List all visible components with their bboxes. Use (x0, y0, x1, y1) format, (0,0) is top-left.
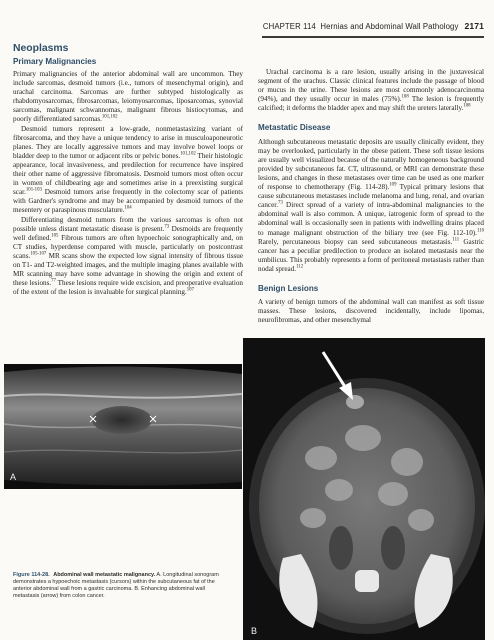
page-number: 2171 (464, 21, 484, 31)
paragraph: A variety of benign tumors of the abdominal wall can manifest as soft tissue masses. These lesions, discovered incidentally, include lipomas, neurofibromas, and other mesenchymal (258, 298, 484, 325)
ct-image (243, 338, 485, 640)
right-column (258, 68, 484, 325)
figure-title: Abdominal wall metastatic malignancy. (53, 572, 156, 578)
citation: 105 (51, 233, 59, 239)
running-header (262, 17, 484, 35)
citation: 73 (278, 200, 283, 206)
metastasis-lesion (346, 395, 364, 409)
subheading-metastatic-disease: Metastatic Disease (258, 123, 331, 133)
citation: 101-103 (25, 187, 42, 193)
left-column (13, 70, 243, 297)
citation: 108 (463, 104, 471, 109)
figure-label-b: B (251, 626, 258, 636)
citation: 101,102 (180, 151, 196, 157)
figure-label-a: A (10, 472, 17, 482)
citation: 105-107 (30, 251, 47, 257)
citation: 104 (124, 206, 132, 212)
paragraph: Differentiating desmoid tumors from the various sarcomas is often not possible unless distant metastatic disease is present.$^{73}$ Desmoids are frequently well defined.$^{105}$ Fibrous tumors are often hypoechoic sonographically and, on CT studies, hyperdense compared with muscle, particularly on postcontrast scans.$^{105-107}$ MR scans show the expected low signal intensity of fibrous tissue on T1- and T2-weighted images, and the multiple imaging planes available with MR scanning may have some advantage in showing the origin and extent of these lesions.$^{77}$ These lesions require wide excision, and preoperative evaluation of the extent of the lesion is invaluable for surgical planning.$^{107}$ (13, 215, 244, 297)
figure-caption-text: A. Longitudinal sonogram demonstrates a hypoechoic metastasis (cursors) within the subcutaneous fat of the anterior abdominal wall from a gastric carcinoma. B. Enhancing abdominal wall metastasis (arrow) from colon cancer. (13, 572, 219, 599)
citation: 108 (401, 94, 409, 100)
paragraph: Although subcutaneous metastatic deposits are usually clinically evident, they may be overlooked, particularly in the obese patient. These soft tissue lesions are usually well visualized because of the naturally homogeneous background provided by subcutaneous fat. CT, ultrasound, or MRI can demonstrate these lesions, and changes in these metastases over time can be used as one marker of response to chemotherapy (Fig. 114-28).$^{109}$ Typical primary lesions that cause subcutaneous metastases include melanoma and lung, renal, and ovarian cancer.$^{73}$ Direct spread of a variety of intra-abdominal malignancies to the abdominal wall is also common. A unique, iatrogenic form of spread to the abdominal wall is occasionally seen in patients with indwelling drains placed to manage malignant obstruction of the biliary tree (see Fig. 112-10).$^{110}$ Rarely, percutaneous biopsy can seed subcutaneous metastasis.$^{111}$ Gastric cancer has a peculiar predilection to produce an isolated metastasis near the umbilicus. This probably represents a form of peritoneal metastasis rather than nodal spread.$^{112}$ (258, 137, 485, 273)
figure-a-ultrasound (4, 364, 242, 489)
citation: 109 (389, 182, 397, 188)
chapter-number: CHAPTER 114 (262, 21, 316, 31)
figure-b-ct-scan (243, 338, 485, 640)
citation: 107 (186, 287, 194, 293)
chapter-title (263, 22, 459, 31)
ultrasound-image (4, 364, 242, 489)
paragraph: Urachal carcinoma is a rare lesion, usually arising in the juxtavesical segment of the urachus. Classic clinical features include the passage of blood or mucus in the urine. These lesions are most commonly adenocarcinoma (94%), and they usually occur in males (75%).$^{108}$ The lesion is frequently calcified; it deforms the bladder apex and may shift the ureters laterally.$^{108}$ (258, 68, 484, 113)
citation: 110 (476, 228, 484, 234)
citation: 73 (164, 224, 170, 230)
citation: 77 (51, 278, 56, 284)
subheading-benign-lesions: Benign Lesions (258, 283, 319, 293)
figure-caption (13, 572, 231, 600)
subheading-primary-malignancies: Primary Malignancies (13, 57, 97, 66)
figure-number: Figure 114-28. (13, 572, 50, 578)
chapter-name: Hernias and Abdominal Wall Pathology (320, 21, 459, 31)
header-rule (262, 36, 484, 38)
paragraph: Desmoid tumors represent a low-grade, nonmetastasizing variant of fibrosarcoma, and they have a unique tendency to arise in musculoaponeurotic planes. They are locally aggressive tumors and may involve bowel loops or bladder deep to the tumor or adjacent ribs or pelvic bones.$^{101,102}$ Their histologic appearance, local invasiveness, and predilection for recurrence have inspired their other name of aggressive fibromatosis. Desmoid tumors most often occur in women of childbearing age and sometimes arise in a preexisting surgical scar.$^{101-103}$ Desmoid tumors arise frequently in the colectomy scar of patients with Gardner's syndrome and may be accompanied by desmoid tumors of the mesentery or paraspinous musculature.$^{104}$ (13, 124, 243, 215)
section-heading-neoplasms: Neoplasms (13, 43, 69, 54)
citation: 111 (452, 237, 460, 243)
paragraph: Primary malignancies of the anterior abdominal wall are uncommon. They include sarcomas, desmoid tumors (i.e., tumors of mesenchymal origin), and urachal carcinoma. Sarcomas are further subtyped histologically as rhabdomyosarcomas, fibrosarcomas, leiomyosarcomas, liposarcomas, synovial sarcomas, malignant schwannomas, malignant fibrous histiocytomas, and poorly differentiated sarcomas.$^{101,102}$ (13, 70, 243, 124)
citation: 112 (296, 264, 304, 270)
citation: 101,102 (101, 115, 118, 121)
